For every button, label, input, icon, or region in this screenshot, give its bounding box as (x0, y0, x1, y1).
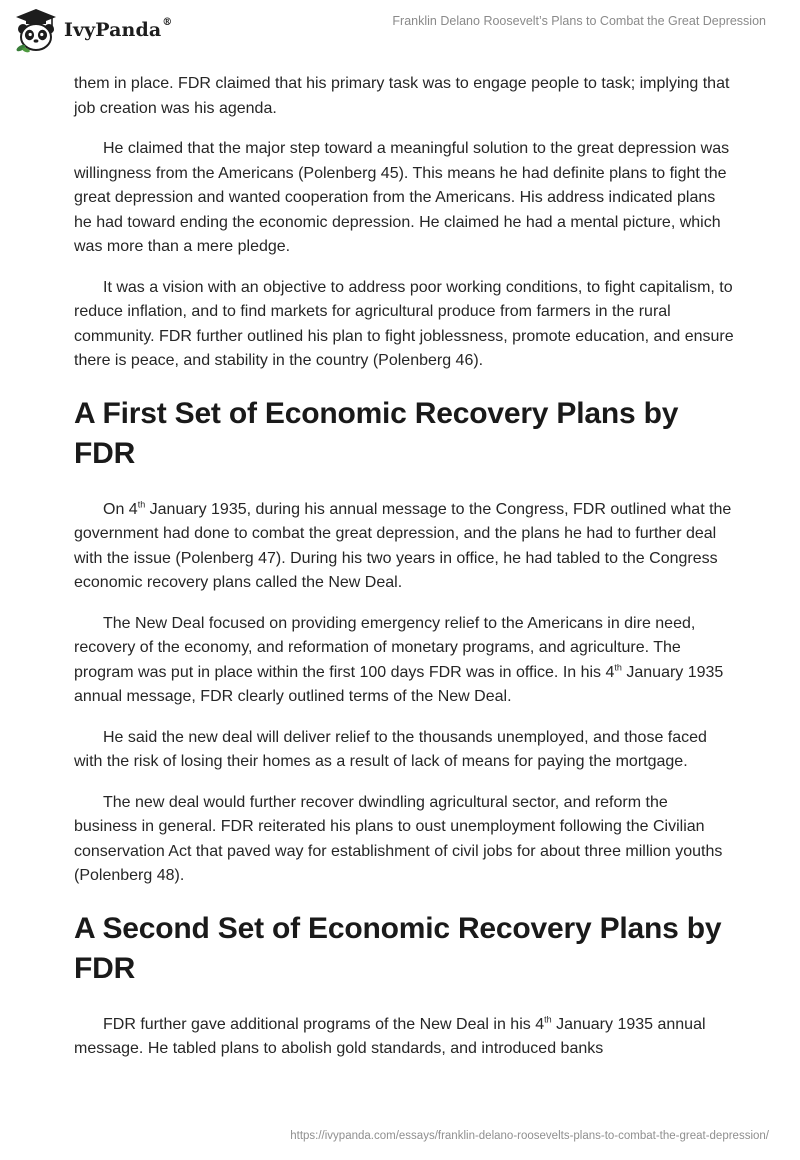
essay-body (74, 72, 734, 1078)
ivypanda-logo[interactable] (14, 7, 172, 53)
paragraph: It was a vision with an objective to address poor working conditions, to fight capitalism, to reduce inflation, and to find markets for agricultural produce from farmers in the rural community. FDR further outlined his plan to fight joblessness, promote education, and ensure there is peace, and stability in the country (Polenberg 46). (74, 278, 734, 369)
source-url[interactable]: https://ivypanda.com/essays/franklin-delano-roosevelts-plans-to-combat-the-great-depression/ (290, 1130, 769, 1142)
paragraph: FDR further gave additional programs of the New Deal in his 4th January 1935 annual message. He tabled plans to abolish gold standards, and introduced banks (74, 1014, 706, 1057)
paragraph: On 4th January 1935, during his annual message to the Congress, FDR outlined what the government had done to combat the great depression, and the plans he had to further deal with the issue (Polenberg 47). During his two years in office, he had tabled to the Congress economic recovery plans called the New Deal. (74, 499, 732, 591)
page-header (0, 0, 800, 64)
paragraph: He claimed that the major step toward a meaningful solution to the great depression was willingness from the Americans (Polenberg 45). This means he had definite plans to fight the great depression and wanted cooperation from the Americans. His address indicated plans he had toward ending the economic depression. He claimed he had a mental picture, which was more than a mere pledge. (74, 140, 730, 255)
paragraph: The new deal would further recover dwindling agricultural sector, and reform the business in general. FDR reiterated his plans to oust unemployment following the Civilian conservation Act that paved way for establishment of civil jobs for about three million youths (Polenberg 48). (74, 793, 723, 884)
section-heading-first-set: A First Set of Economic Recovery Plans by FDR (74, 396, 679, 470)
registered-mark: ® (162, 17, 173, 28)
paragraph: The New Deal focused on providing emergency relief to the Americans in dire need, recovery of the economy, and reformation of monetary programs, and agriculture. The program was put in place within the first 100 days FDR was in office. In his 4th January 1935 annual message, FDR clearly outlined terms of the New Deal. (74, 614, 724, 705)
section-heading-second-set: A Second Set of Economic Recovery Plans by FDR (74, 911, 722, 985)
paragraph: He said the new deal will deliver relief to the thousands unemployed, and those faced with the risk of losing their homes as a result of lack of means for paying the mortgage. (74, 728, 707, 770)
panda-graduate-icon (14, 7, 58, 53)
document-title: Franklin Delano Roosevelt’s Plans to Combat the Great Depression (392, 14, 766, 28)
paragraph: them in place. FDR claimed that his primary task was to engage people to task; implying that job creation was his agenda. (74, 75, 730, 117)
brand-name: IvyPanda® (64, 17, 173, 41)
